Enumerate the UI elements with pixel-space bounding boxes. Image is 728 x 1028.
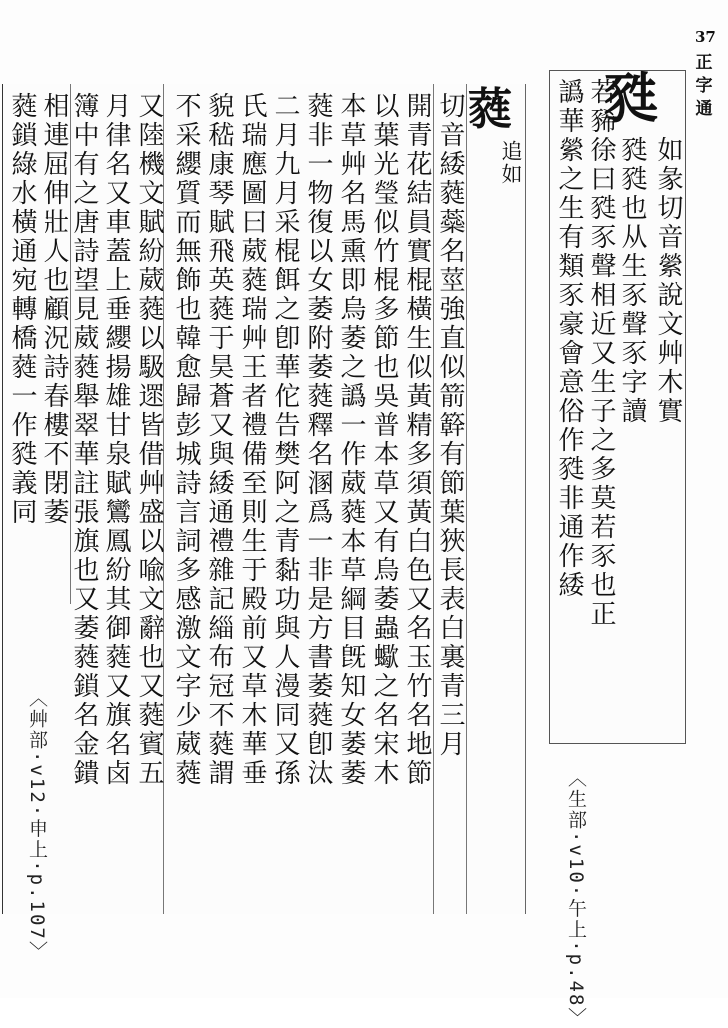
entry-left-column: 氏瑞應圖曰葳蕤瑞艸王者禮備至則生于殿前又草木華垂: [237, 92, 267, 788]
entry-left-column: 貌嵇康琴賦飛英蕤于昊蒼又與緌通禮雜記緇布冠不蕤謂: [204, 92, 234, 788]
entry-right-column: 如彖切音縈說文艸木實: [653, 136, 683, 426]
entry-right-column: 甤甤也从生豕聲豕字讀: [617, 136, 647, 426]
entry-left-column: 相連屈伸壯人也顧況詩春樓不閉萎: [39, 92, 69, 527]
entry-left-column: 蕤鎖綠水橫通宛轉橋蕤一作甤義同: [7, 92, 37, 527]
handwritten-note-left: 〈艸部·v12·申上·p.107〉: [26, 688, 48, 962]
entry-left-column: 開青花結員實棍橫生似黃精多須黃白色又名玉竹名地節: [402, 92, 432, 788]
entry-left-column: 蕤非一物復以女萎附萎蕤釋名溷爲一非是方書萎蕤卽汰: [303, 92, 333, 788]
page-number: 37: [695, 28, 716, 46]
headword-right: 甤: [604, 66, 658, 130]
entry-left-column: 簿中有之唐詩望見葳蕤舉翠華註張旗也又萎蕤鎖名金鐀: [69, 92, 99, 788]
book-title: 正字通: [695, 53, 713, 119]
column-rule: [466, 84, 467, 914]
headword-left-reading: 追如: [499, 140, 523, 186]
entry-left-column: 切音緌蕤蘂名莖強直似箭簳有節葉狹長表白裏青三月: [435, 92, 465, 759]
entry-left-column: 二月九月采棍餌之卽華佗告樊阿之青黏功與人漫同又孫: [270, 92, 300, 788]
entry-right-column: 若豨徐曰甤豕聲相近又生子之多莫若豕也正: [586, 78, 616, 629]
headword-left: 蕤: [468, 84, 512, 135]
entry-left-column: 又陸機文賦紛葳蕤以馺遝皆借艸盛以喩文辭也又蕤賓五: [134, 92, 164, 788]
entry-left-column: 本草艸名馬熏即烏萎之譌一作葳蕤本草綱目旣知女萎萎: [336, 92, 366, 788]
entry-left-column: 以葉光瑩似竹棍多節也吳普本草又有烏萎蟲蠍之名宋木: [369, 92, 399, 788]
entry-right-column: 譌華縈之生有類豕豪會意俗作甤非通作緌: [554, 78, 584, 600]
entry-left-column: 不采纓質而無飾也韓愈歸彭城詩言詞多感激文字少葳蕤: [171, 92, 201, 788]
handwritten-note-right: 〈生部·v10·午上·p.48〉: [565, 768, 587, 1028]
entry-left-column: 月律名又車蓋上垂纓揚雄甘泉賦鸞鳳紛其御蕤又旗名卤: [101, 92, 131, 788]
